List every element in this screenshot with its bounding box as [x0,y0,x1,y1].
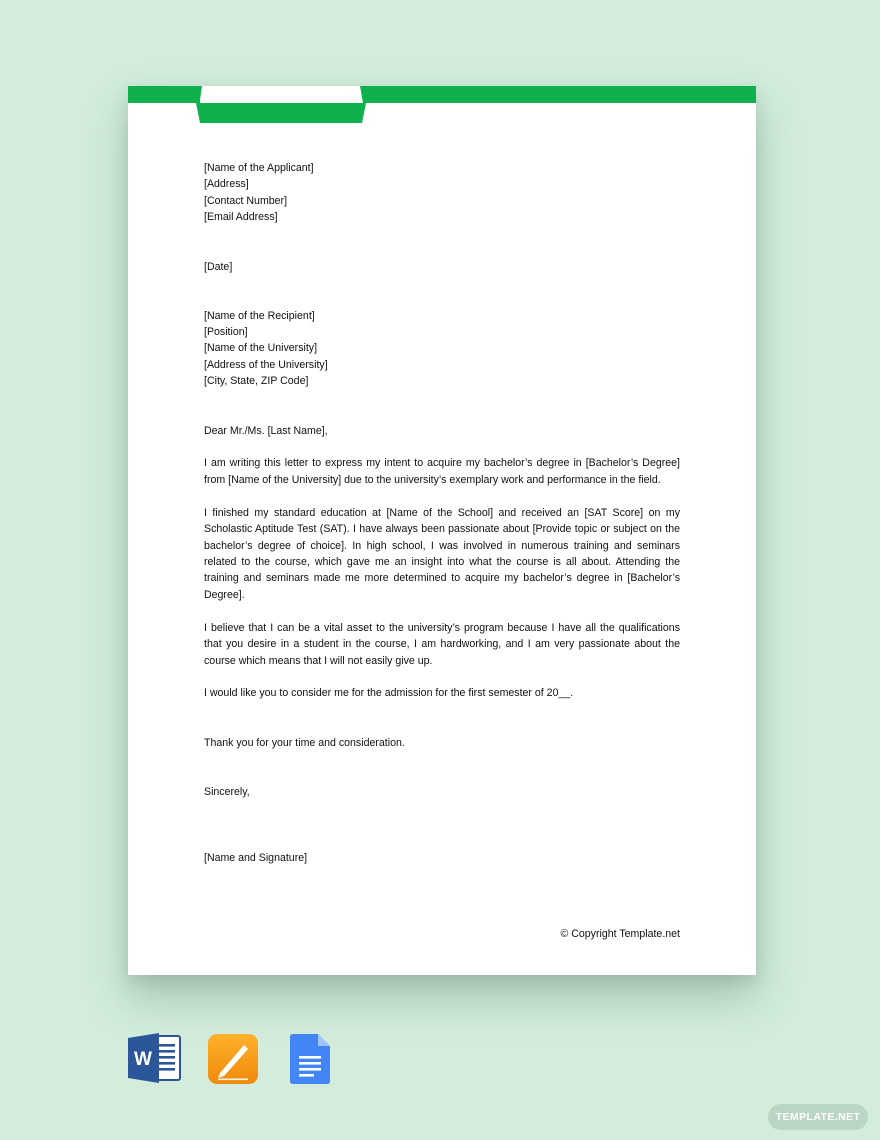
salutation: Dear Mr./Ms. [Last Name], [204,424,328,437]
letter-page [128,86,756,975]
signature-line: [Name and Signature] [204,851,308,864]
letter-date: [Date] [204,260,233,273]
pages-icon[interactable] [208,1034,258,1089]
sender-address: [Address] [204,178,249,191]
template-net-watermark: TEMPLATE.NET [768,1104,868,1130]
closing-line: Sincerely, [204,786,250,799]
recipient-position: [Position] [204,325,248,338]
recipient-city: [City, State, ZIP Code] [204,375,309,388]
recipient-name: [Name of the Recipient] [204,309,315,322]
sender-block [204,160,680,226]
paragraph-education: I finished my standard education at [Name of the School] and received an [SAT Score] on my Scholastic Aptitude Test (SAT). I have always been passionate about [Provide topic or subject on the bachelor’s degree of choice]. In high school, I was involved in numerous training and seminars related to the course, which gave me an insight into what the course is all about. Attending the training and seminars made me more determined to acquire my bachelor’s degree in [Bachelor’s Degree]. [204,506,680,601]
recipient-university-address: [Address of the University] [204,358,328,371]
recipient-block [204,308,680,390]
paragraph-intent: I am writing this letter to express my intent to acquire my bachelor’s degree in [Bachelor’s Degree] from [Name of the University] due to the university’s exemplary work and performance in the field. [204,457,680,486]
word-letter: W [134,1049,152,1070]
sender-name: [Name of the Applicant] [204,162,314,174]
paragraph-request: I would like you to consider me for the admission for the first semester of 20__. [204,687,574,700]
paragraph-qualifications: I believe that I can be a vital asset to the university’s program because I have all the qualifications that you desire in a student in the course, I am hardworking, and I am very passionate about the course which means that I will not easily give up. [204,621,680,667]
recipient-university: [Name of the University] [204,342,318,355]
word-icon[interactable] [128,1033,182,1088]
thanks-line: Thank you for your time and consideration. [204,736,405,749]
copyright-text: © Copyright Template.net [560,928,680,940]
google-docs-icon[interactable] [290,1034,330,1089]
header-green-band [128,86,756,126]
sender-contact: [Contact Number] [204,194,288,207]
sender-email: [Email Address] [204,211,278,224]
letter-body [204,160,680,866]
